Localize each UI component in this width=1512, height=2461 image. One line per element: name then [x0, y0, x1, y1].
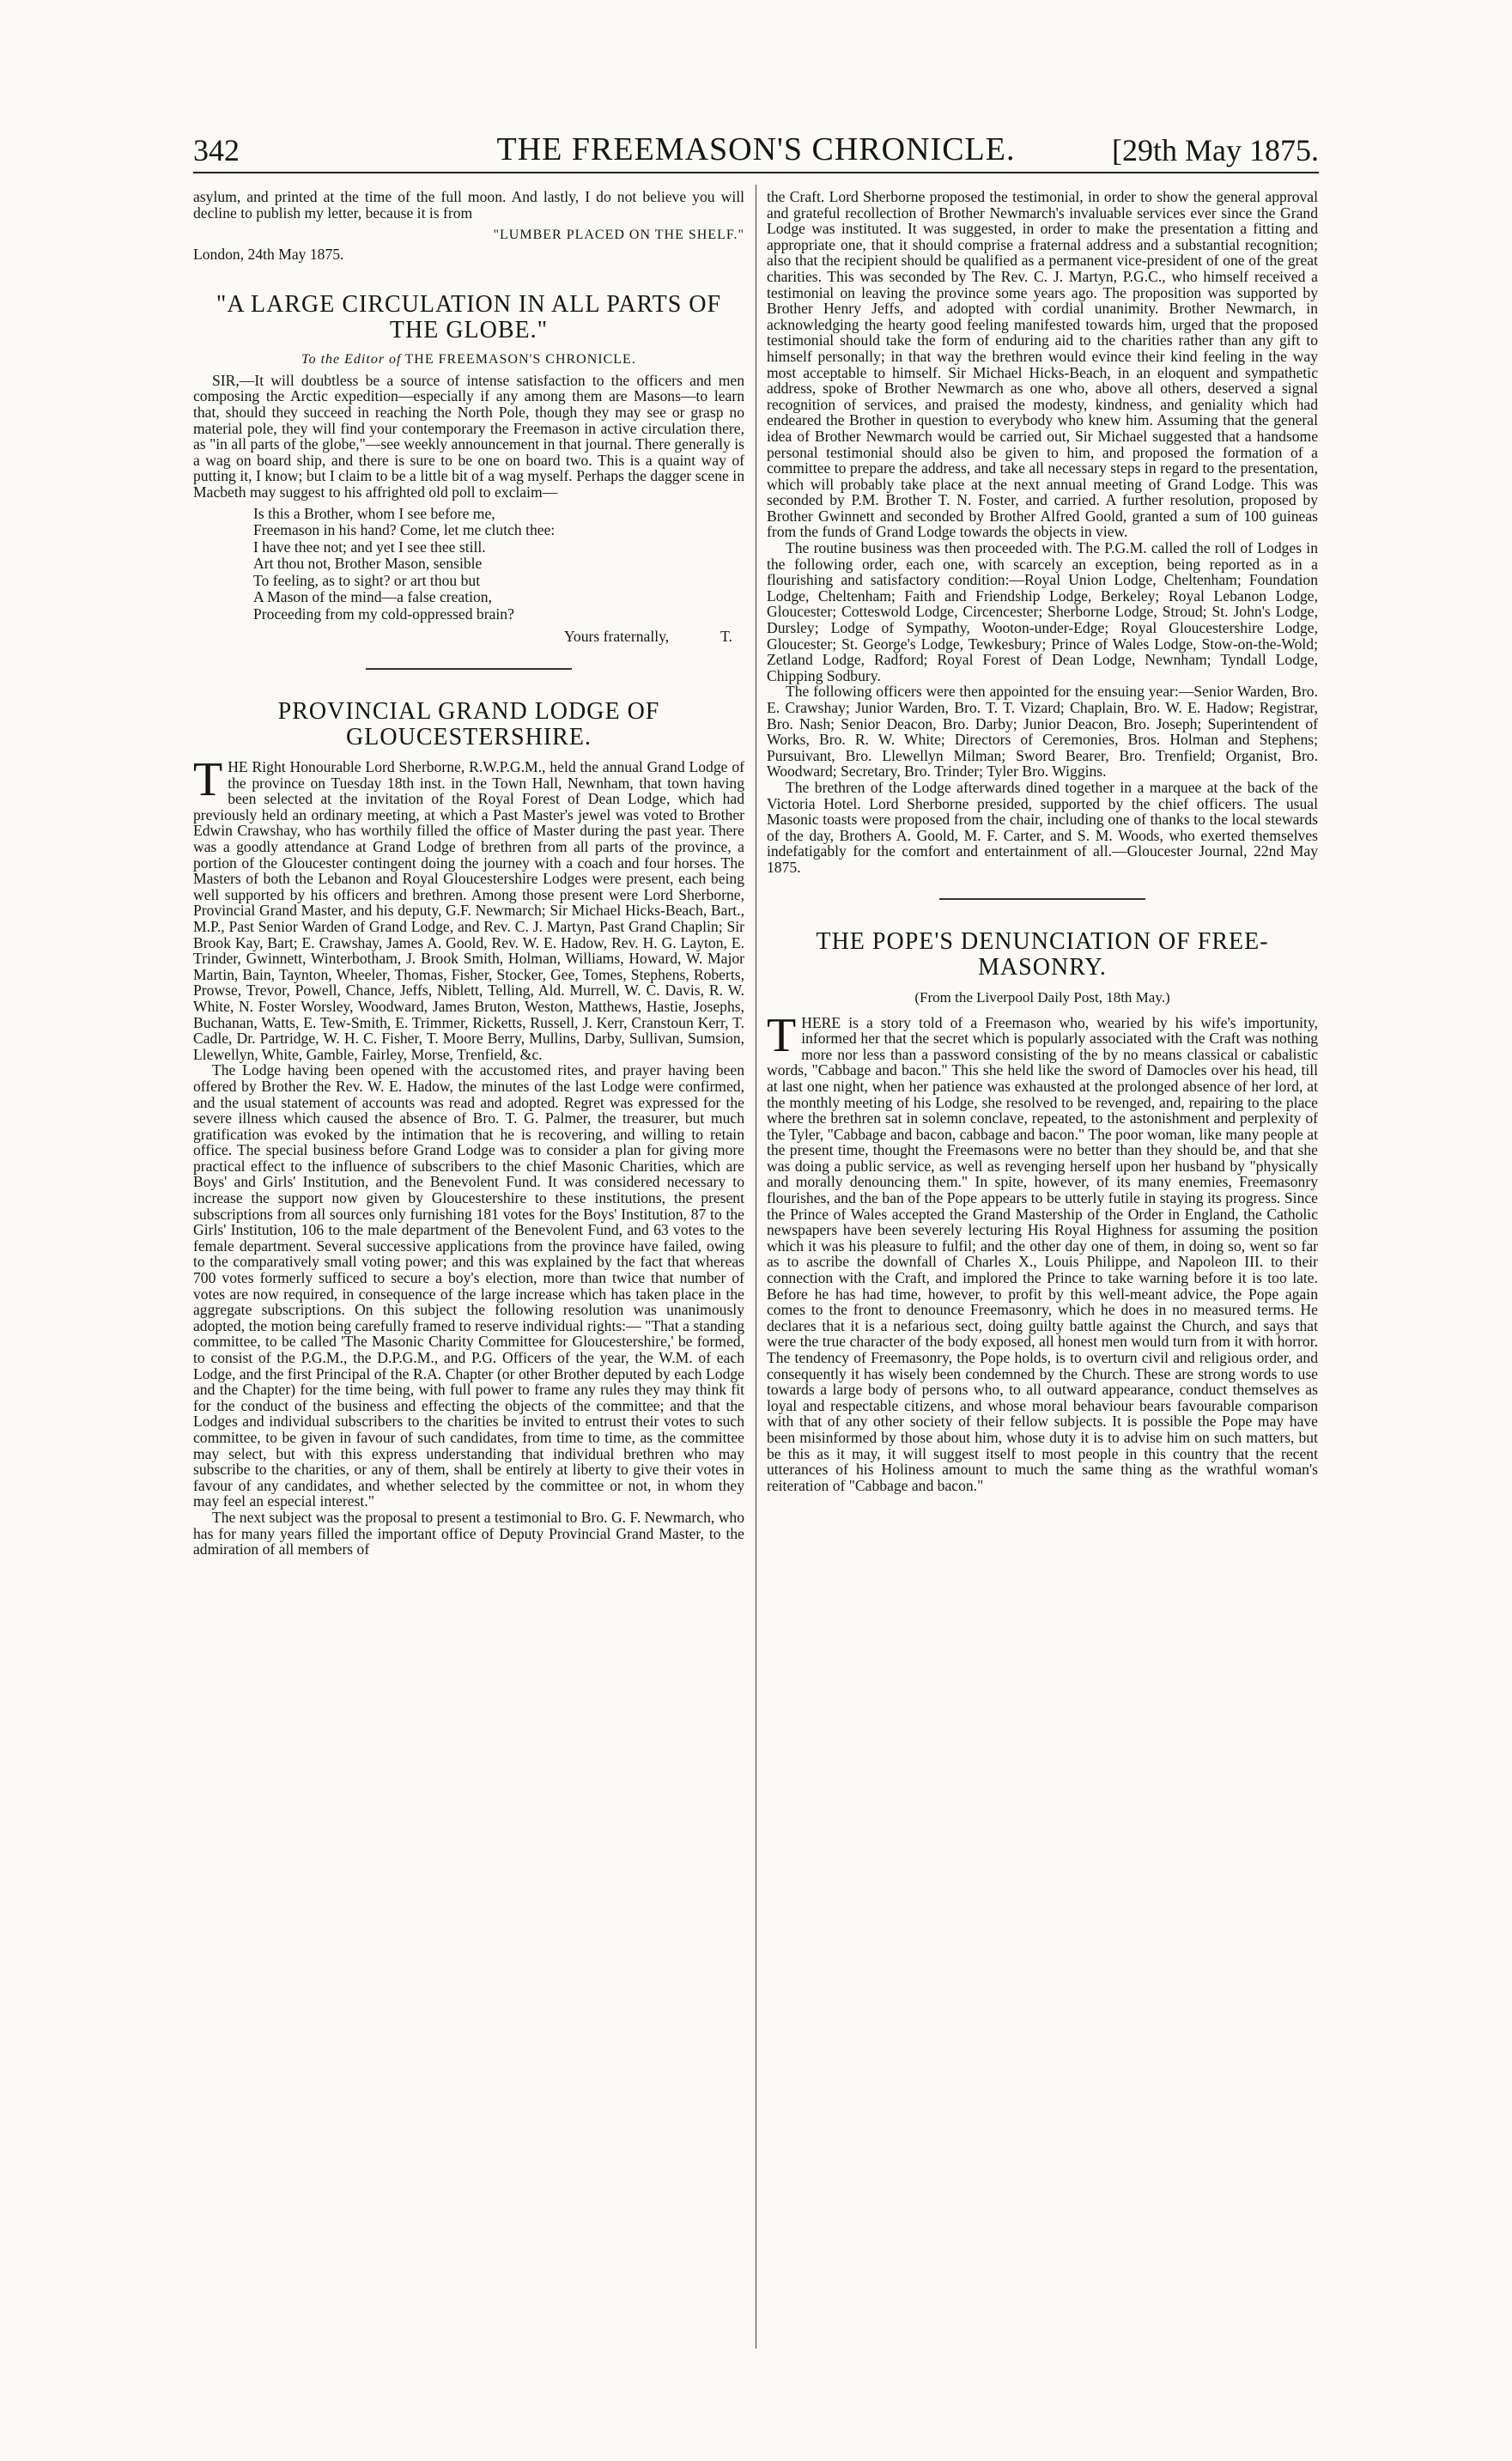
gloucester-continued-paragraph: The following officers were then appointed for the ensuing year:—Senior Warden, Bro. E. Crawshay; Junior Warden, Bro. T. T. Vizard; Chaplain, Bro. W. E. Hadow; Registrar, Bro. Nash; Senior Deacon, Bro. Darby; Junior Deacon, Bro. Joseph; Superintendent of Works, Bro. R. W. White; Directors of Ceremonies, Bros. Holman and Stephens; Pursuivant, Bro. Llewellyn Milman; Sword Bearer, Bro. Trenfield; Organist, Bro. Woodward; Secretary, Bro. Trinder; Tyler Bro. Wiggins. — [767, 683, 1318, 781]
section-separator — [366, 668, 572, 670]
closing: Yours fraternally, — [563, 628, 670, 646]
to-prefix: To the Editor of — [301, 351, 402, 367]
right-column — [767, 189, 1318, 1493]
verse-line: Art thou not, Brother Mason, sensible — [253, 555, 483, 573]
circulation-body: SIR,—It will doubtless be a source of intense satisfaction to the officers and men composing the Arctic expedition—especially if any among them are Masons—to learn that, should they succeed in reaching the North Pole, though they may see or grasp no material pole, they will find your contemporary the Freemason in active circulation there, as "in all parts of the globe,"—see weekly announcement in that journal. There generally is a wag on board ship, and there is sure to be one on board two. This is a quaint way of putting it, I know; but I claim to be a little bit of a wag myself. Perhaps the dagger scene in Macbeth may suggest to his affrighted old poll to exclaim— — [193, 371, 744, 501]
pope-heading: THE POPE'S DENUNCIATION OF FREE-MASONRY. — [816, 927, 1269, 981]
gloucester-continued-paragraph: The routine business was then proceeded with. The P.G.M. called the roll of Lodges in the following order, each one, with scarcely an exception, being reported as in a flourishing and satisfactory condition:—Royal Union Lodge, Cheltenham; Foundation Lodge, Cheltenham; Faith and Friendship Lodge, Berkeley; Royal Lebanon Lodge, Gloucester; Cotteswold Lodge, Circencester; Sherborne Lodge, Stroud; St. John's Lodge, Dursley; Lodge of Sympathy, Wooton-under-Edge; Royal Gloucestershire Lodge, Gloucester; St. George's Lodge, Tewkesbury; Prince of Wales Lodge, Stow-on-the-Wold; Zetland Lodge, Radford; Royal Forest of Dean Lodge, Newnham; Tyndall Lodge, Chipping Sodbury. — [767, 539, 1318, 684]
verse-line: A Mason of the mind—a false creation, — [253, 588, 493, 606]
verse — [253, 506, 744, 623]
letter-signature: "LUMBER PLACED ON THE SHELF." — [493, 228, 744, 243]
gloucester-continued-paragraph: The brethren of the Lodge afterwards dined together in a marquee at the back of the Victoria Hotel. Lord Sherborne presided, supported by the chief officers. The usual Masonic toasts were proposed from the chair, including one of thanks to the local stewards of the day, Brothers A. Goold, M. F. Carter, and S. M. Woods, who exerted themselves indefatigably for the comfort and entertainment of all.—Gloucester Journal, 22nd May 1875. — [767, 778, 1318, 876]
verse-line: To feeling, as to sight? or art thou but — [253, 571, 481, 589]
circulation-to-line — [193, 352, 744, 368]
verse-line: Freemason in his hand? Come, let me clutch thee: — [253, 521, 556, 539]
letter-place-date: London, 24th May 1875. — [193, 246, 344, 264]
newspaper-title: THE FREEMASON'S CHRONICLE. — [496, 131, 1016, 167]
page-header — [193, 129, 1319, 173]
circulation-signoff — [193, 628, 744, 646]
letter-end-text: asylum, and printed at the time of the full moon. And lastly, I do not believe you will decline to publish my letter, because it is from — [193, 188, 744, 222]
issue-date: [29th May 1875. — [1112, 133, 1319, 167]
gloucester-paragraph: The next subject was the proposal to present a testimonial to Bro. G. F. Newmarch, who has for many years filled the important office of Deputy Provincial Grand Master, to the admiration of all members of — [193, 1508, 744, 1559]
pope-paragraph: THERE is a story told of a Freemason who, wearied by his wife's importunity, informed her that the secret which is popularly associated with the Craft was nothing more nor less than a password consisting of the by no means classical or cabalistic words, "Cabbage and bacon." This she held like the sword of Damocles over his head, till at last one night, when her patience was exhausted at the prolonged absence of her lord, at the monthly meeting of his Lodge, she resolved to be revenged, and, repairing to the place where the brethren sat in solemn conclave, repeated, to the astonishment and perplexity of the Tyler, "Cabbage and bacon, cabbage and bacon." The poor woman, like many people at the present time, thought the Freemasons were no better than they should be, and that she was doing a public service, as well as revenging herself upon her husband by "physically and morally denouncing them." In spite, however, of its many enemies, Freemasonry flourishes, and the ban of the Pope appears to be utterly futile in staying its progress. Since the Prince of Wales accepted the Grand Mastership of the Order in England, the Catholic newspapers have been severely lecturing His Royal Highness for assuming the position which it was his pleasure to fulfil; and the other day one of them, in doing so, went so far as to ascribe the downfall of Charles X., Louis Philippe, and Napoleon III. to their connection with the Craft, and implored the Prince to take warning before it is too late. Before he has had time, however, to profit by this well-meant advice, the Pope again comes to the front to denounce Freemasonry, which he does in no measured terms. He declares that it is a nefarious sect, doing guilty battle against the Church, and says that were the true character of the body exposed, all honest men would turn from it with horror. The tendency of Freemasonry, the Pope holds, is to overturn civil and religious order, and consequently it has wisely been condemned by the Church. These are strong words to use towards a large body of persons who, to all outward appearance, conduct themselves as loyal and respectable citizens, and whose moral behaviour bears favourable comparison with that of any other society of their fellow subjects. It is possible the Pope may have been misinformed by those about him, whose duty it is to advise him on such matters, but be this as it may, it will suggest itself to most people in this country that the recent utterances of his Holiness amount to much the same thing as the wrathful woman's reiteration of "Cabbage and bacon." — [767, 1008, 1318, 1494]
pope-source: (From the Liverpool Daily Post, 18th May.) — [914, 988, 1170, 1006]
to-name: THE FREEMASON'S CHRONICLE. — [404, 351, 636, 367]
section-separator — [939, 898, 1145, 900]
gloucester-continued-paragraph: the Craft. Lord Sherborne proposed the testimonial, in order to show the general approval and grateful recollection of Brother Newmarch's invaluable services ever since the Grand Lodge was instituted. It was suggested, in order to make the presentation a fitting and appropriate one, that it should comprise a fraternal address and a substantial recognition; also that the recipient should be qualified as a permanent vice-president of one of the great charities. This was seconded by The Rev. C. J. Martyn, P.G.C., who himself received a testimonial on leaving the province some years ago. The proposition was supported by Brother Henry Jeffs, and adopted with cordial unanimity. Brother Newmarch, in acknowledging the hearty good feeling manifested towards him, urged that the proposed testimonial should take the form of enduring aid to the charities rather than any gift to himself personally; in that way the brethren would evince their kind feeling in the way most acceptable to himself. Sir Michael Hicks-Beach, in an eloquent and sympathetic address, spoke of Brother Newmarch as one who, above all others, deserved a signal recognition of services, and praised the modesty, kindness, and geniality which had endeared the Brother in question to everybody who knew him. Assuming that the general idea of Brother Newmarch would be carried out, Sir Michael suggested that a handsome personal testimonial should also be given to him, and proposed the formation of a committee to prepare the address, and take all necessary steps in regard to the presentation, which will probably take place at the next annual meeting of Grand Lodge. This was seconded by P.M. Brother T. N. Foster, and carried. A further resolution, proposed by Brother Gwinnett and seconded by Brother Alfred Goold, granted a sum of 100 guineas from the funds of Grand Lodge towards the objects in view. — [767, 188, 1318, 541]
verse-line: Proceeding from my cold-oppressed brain? — [253, 605, 514, 623]
page-number: 342 — [193, 133, 240, 167]
verse-line: I have thee not; and yet I see thee still. — [253, 538, 486, 556]
initial: T. — [720, 628, 732, 646]
circulation-heading: "A LARGE CIRCULATION IN ALL PARTS OF THE GLOBE." — [216, 290, 722, 343]
gloucester-paragraph: The Lodge having been opened with the accustomed rites, and prayer having been offered by Brother the Rev. W. E. Hadow, the minutes of the last Lodge were confirmed, and the usual statement of accounts was read and adopted. Regret was expressed for the severe illness which caused the absence of Bro. T. G. Palmer, the treasurer, but much gratification was evoked by the intimation that he is recovering, and willing to retain office. The special business before Grand Lodge was to consider a plan for giving more practical effect to the influence of subscribers to the chief Masonic Charities, which are Boys' and Girls' Institution, and the Benevolent Fund. It was considered necessary to increase the support now given by Gloucestershire to these institutions, the present subscriptions from all sources only furnishing 181 votes for the Boys' Institution, 87 to the Girls' Institution, 106 to the male department of the Benevolent Fund, and 63 votes to the female department. Several successive applications from the province have failed, owing to the comparatively small voting power; and this was explained by the fact that whereas 700 votes formerly sufficed to secure a boy's election, more than twice that number of votes are now required, in consequence of the large increase which has taken place in the aggregate subscriptions. On this subject the following resolution was unanimously adopted, the motion being carefully framed to reserve individual rights:— "That a standing committee, to be called 'The Masonic Charity Committee for Gloucestershire,' be formed, to consist of the P.G.M., the D.P.G.M., and P.G. Officers of the year, the W.M. of each Lodge, and the first Principal of the R.A. Chapter (or other Brother deputed by each Lodge and the Chapter) for the time being, with full power to frame any rules they may think fit for the conduct of the business and effecting the objects of the committee; and that the Lodges and individual subscribers to the charities be invited to entrust their votes to such committee, to be given in favour of such candidates, from time to time, as the committee may select, but with this express understanding that individual brethren who may subscribe to the charities, or any of them, shall be entirely at liberty to give their votes in favour of any candidates, and whether selected by the committee or not, in whom they may feel an especial interest." — [193, 1061, 744, 1510]
verse-line: Is this a Brother, whom I see before me, — [253, 504, 495, 522]
left-column — [193, 189, 744, 1558]
gloucester-heading: PROVINCIAL GRAND LODGE OF GLOUCESTERSHIRE. — [277, 698, 660, 751]
gloucester-paragraph: THE Right Honourable Lord Sherborne, R.W.P.G.M., held the annual Grand Lodge of the province on Tuesday 18th inst. in the Town Hall, Newnham, that town having been selected at the invitation of the Royal Forest of Dean Lodge, which had previously held an ordinary meeting, at which a Past Master's jewel was voted to Brother Edwin Crawshay, who has worthily filled the office of Master during the past year. There was a goodly attendance at Grand Lodge of brethren from all parts of the province, a portion of the Gloucester contingent doing the journey with a coach and four horses. The Masters of both the Lebanon and Royal Gloucestershire Lodges were present, each being well supported by his officers and brethren. Among those present were Lord Sherborne, Provincial Grand Master, and his deputy, G.F. Newmarch; Sir Michael Hicks-Beach, Bart., M.P., Past Senior Warden of Grand Lodge, and Rev. C. J. Martyn, Past Grand Chaplin; Sir Brook Kay, Bart; E. Crawshay, James A. Goold, Rev. W. E. Hadow, Rev. H. G. Layton, E. Trinder, Gwinnett, Winterbotham, J. Brook Smith, Holman, Williams, Howard, W. Major Martin, Bain, Taynton, Wheeler, Thomas, Fisher, Stocker, Gee, Tomes, Stephens, Roberts, Prowse, Trevor, Powell, Chance, Jeffs, Niblett, Telling, Ald. Murrell, W. C. Davis, R. W. White, N. Foster Worsley, Woodward, James Bruton, Weston, Matthews, Hastie, Josephs, Buchanan, Watts, E. Tew-Smith, E. Trimmer, Ricketts, Russell, J. Kerr, Cranstoun Kerr, T. Cadle, Dr. Partridge, W. H. C. Fisher, T. Moore Berry, Mullins, Darby, Sullivan, Sumsion, Llewellyn, White, Gamble, Fairley, Morse, Trenfield, &c. — [193, 753, 744, 1063]
